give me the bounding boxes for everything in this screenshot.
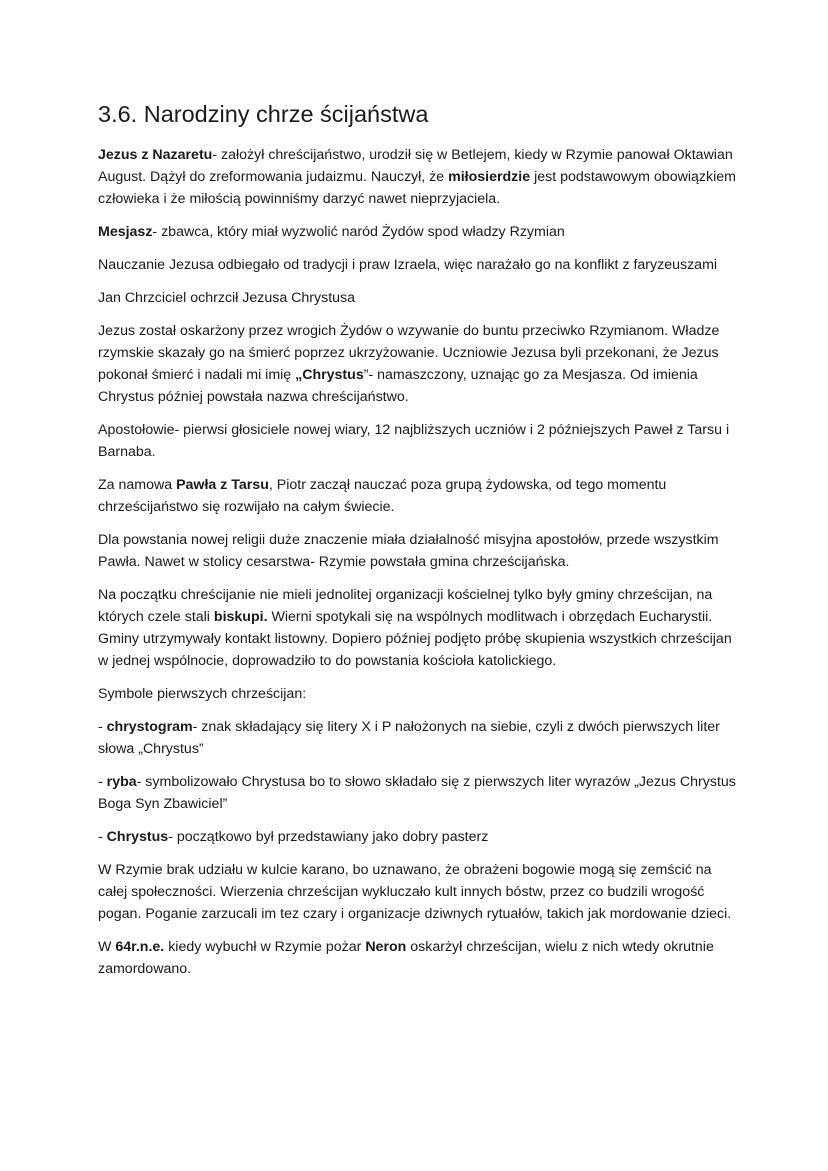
paragraph-jan-chrzciciel: Jan Chrzciciel ochrzcił Jezusa Chrystusa (98, 290, 356, 306)
bold-term: 64r.n.e. (115, 939, 165, 955)
bold-term: Mesjasz (98, 224, 153, 240)
paragraph-text: kiedy wybuchł w Rzymie pożar (164, 939, 366, 955)
bold-term: chrystogram (106, 719, 193, 735)
paragraph-neron (98, 936, 738, 980)
paragraph-text: Wierni spotykali się na wspólnych modlitwach i obrzędach Eucharystii. Gminy utrzymywały kontakt listowny. Dopiero później podjęto próbę skupienia wszystkich chrześcijan w jednej wspólnocie, doprowadziło to do powstania kościoła katolickiego. (98, 609, 732, 669)
paragraph-text: - znak składający się litery X i P nałożonych na siebie, czyli z dwóch pierwszych liter słowa „Chrystus” (98, 719, 720, 757)
paragraph-text: , Piotr zaczął nauczać poza grupą żydowska, od tego momentu chrześcijaństwo się rozwijało na całym świecie. (98, 477, 667, 515)
bold-term: „Chrystus (295, 367, 364, 383)
paragraph-text: Za namowa (98, 477, 177, 493)
paragraph-apostolowie: Apostołowie- pierwsi głosiciele nowej wiary, 12 najbliższych uczniów i 2 późniejszych Paweł z Tarsu i Barnaba. (98, 422, 730, 460)
list-dash: - (98, 719, 107, 735)
bold-term: Chrystus (106, 829, 169, 845)
paragraph-kult: W Rzymie brak udziału w kulcie karano, bo uznawano, że obrażeni bogowie mogą się zemścić na całej społeczności. Wierzenia chrześcijan wykluczało kult innych bóstw, przez co budzili wrogość pogan. Poganie zarzucali im tez czary i organizacje dziwnych rytuałów, takich jak mordowanie dzieci. (98, 862, 732, 922)
list-item-ryba (98, 771, 738, 815)
paragraph-jezus (98, 144, 738, 210)
list-dash: - (98, 774, 107, 790)
paragraph-mesjasz (98, 221, 738, 243)
document-page (98, 96, 738, 991)
bold-term: biskupi. (213, 609, 268, 625)
paragraph-text: Jezus został oskarżony przez wrogich Żydów o wzywanie do buntu przeciwko Rzymianom. Władze rzymskie skazały go na śmierć poprzez ukrzyżowanie. Uczniowie Jezusa byli przekonani, że Jezus pokonał śmierć i nadali mi imię (98, 323, 720, 383)
paragraph-oskarzenie (98, 320, 738, 408)
bold-term: Pawła z Tarsu (176, 477, 269, 493)
paragraph-text: - zbawca, który miał wyzwolić naród Żydów spod władzy Rzymian (152, 224, 565, 240)
bold-term: Neron (365, 939, 407, 955)
paragraph-text: jest podstawowym obowiązkiem człowieka i że miłością powinniśmy darzyć nawet nieprzyjaciela. (98, 169, 736, 207)
list-item-chrystus (98, 826, 738, 848)
paragraph-pawel (98, 474, 738, 518)
bold-term: miłosierdzie (448, 169, 531, 185)
paragraph-text: - założył chreścijaństwo, urodził się w Betlejem, kiedy w Rzymie panował Oktawian August. Dążył do zreformowania judaizmu. Nauczył, że (98, 147, 733, 185)
paragraph-text: - początkowo był przedstawiany jako dobry pasterz (168, 829, 489, 845)
paragraph-text: ”- namaszczony, uznając go za Mesjasza. Od imienia Chrystus później powstała nazwa chreścijaństwo. (98, 367, 698, 405)
list-dash: - (98, 829, 107, 845)
paragraph-organizacja (98, 584, 738, 672)
paragraph-nauczanie: Nauczanie Jezusa odbiegało od tradycji i praw Izraela, więc narażało go na konflikt z faryzeuszami (98, 257, 718, 273)
paragraph-text: oskarżył chrześcijan, wielu z nich wtedy okrutnie zamordowano. (98, 939, 714, 977)
paragraph-misje: Dla powstania nowej religii duże znaczenie miała działalność misyjna apostołów, przede wszystkim Pawła. Nawet w stolicy cesarstwa- Rzymie powstała gmina chrześcijańska. (98, 532, 719, 570)
paragraph-symbole-heading: Symbole pierwszych chrześcijan: (98, 686, 307, 702)
paragraph-text: W (98, 939, 116, 955)
bold-term: Jezus z Nazaretu (98, 147, 213, 163)
page-title: 3.6. Narodziny chrze ścijaństwa (98, 101, 429, 127)
list-item-chrystogram (98, 716, 738, 760)
bold-term: ryba (106, 774, 137, 790)
paragraph-text: Na początku chreścijanie nie mieli jednolitej organizacji kościelnej tylko były gminy chrześcijan, na których czele stali (98, 587, 713, 625)
paragraph-text: - symbolizowało Chrystusa bo to słowo składało się z pierwszych liter wyrazów „Jezus Chrystus Boga Syn Zbawiciel” (98, 774, 736, 812)
